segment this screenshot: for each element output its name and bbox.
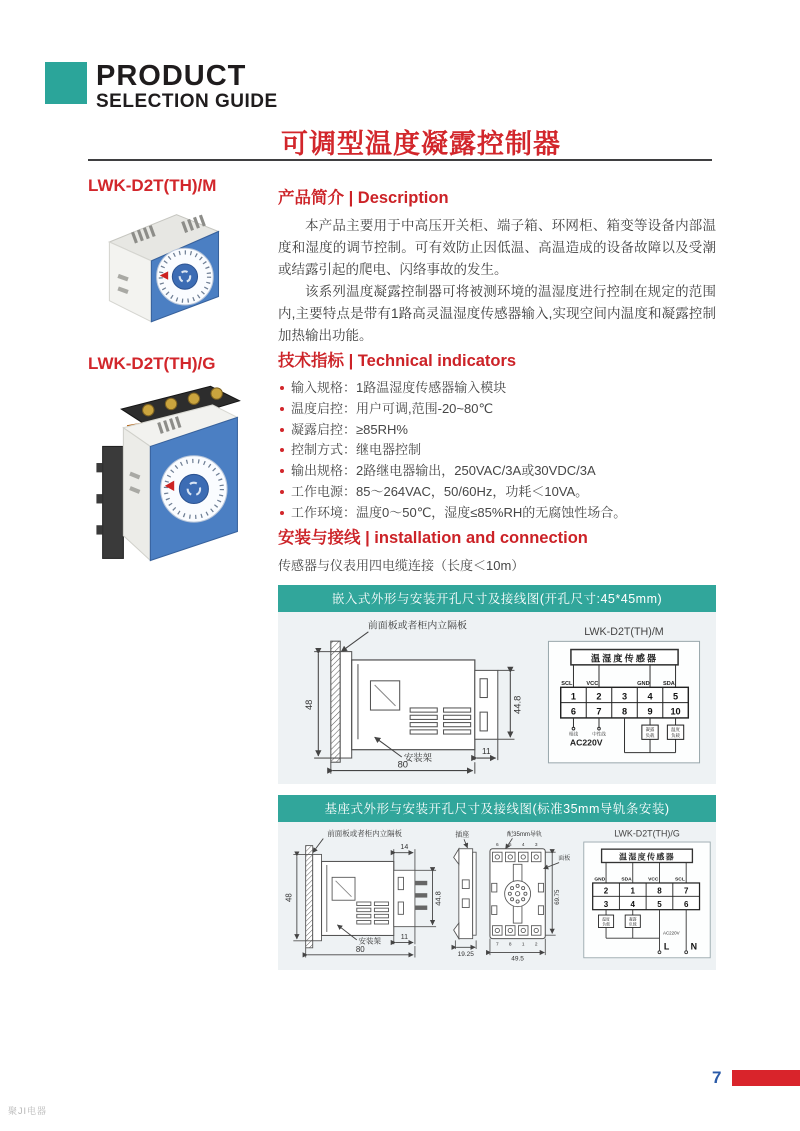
- panel-banner: 嵌入式外形与安装开孔尺寸及接线图(开孔尺寸:45*45mm): [278, 585, 716, 612]
- list-item-text: 工作电源：85～264VAC，50/60Hz，功耗＜10VA。: [291, 483, 589, 499]
- wiring-diagram-g: [580, 826, 714, 964]
- list-item: [278, 482, 716, 503]
- list-item: [278, 440, 716, 461]
- watermark: 聚JI电器: [8, 1106, 48, 1116]
- wiring-diagram-m: [540, 623, 708, 771]
- power-label: AC220V: [662, 930, 680, 936]
- footer-red-bar: [732, 1070, 800, 1086]
- wiring-title: LWK-D2T(TH)/G: [613, 828, 680, 839]
- section-heading-description: 产品简介 | Description: [278, 189, 449, 207]
- list-item-text: 温度启控：用户可调,范围-20~80℃: [291, 400, 494, 416]
- drawing-label-bracket: 安装架: [403, 751, 432, 763]
- section-heading-technical: 技术指标 | Technical indicators: [278, 352, 517, 370]
- socket-label: 插座: [454, 831, 469, 839]
- terminal-number: 3: [603, 899, 608, 909]
- socket-pin-number: 4: [521, 842, 525, 848]
- product-column: [86, 176, 270, 575]
- technical-list: [278, 378, 716, 524]
- terminal-number: 1: [630, 886, 635, 896]
- pin-label: VCC: [585, 680, 598, 687]
- neutral-label: N: [690, 941, 697, 952]
- description-paragraph-2: 该系列温度凝露控制器可将被测环境的温湿度进行控制在规定的范围内,主要特点是带有1路高灵温湿度传感器输入,实现空间内温度和凝露控制加热输出功能。: [278, 284, 716, 343]
- bullet-icon: [280, 428, 284, 432]
- socket-pin-number: 8: [508, 942, 512, 948]
- load-box-label: 温度: [601, 916, 610, 921]
- terminal-number: 2: [595, 690, 602, 701]
- terminal-number: 7: [595, 706, 602, 717]
- terminal-number: 4: [646, 690, 653, 701]
- socket-pin-number: 7: [495, 942, 499, 948]
- terminal-number: 2: [603, 886, 608, 896]
- list-item-text: 凝露启控：≥85RH%: [291, 421, 408, 437]
- list-item-text: 控制方式：继电器控制: [291, 442, 422, 458]
- list-item: [278, 399, 716, 420]
- terminal-number: 9: [646, 706, 653, 717]
- product-photo-g: [86, 378, 252, 575]
- product-photo-m: [86, 200, 244, 328]
- bullet-icon: [280, 407, 284, 411]
- list-item-text: 输入规格：1路温湿度传感器输入模块: [291, 380, 507, 395]
- socket-drawing: [445, 828, 579, 962]
- sensor-box-label: 温湿度传感器: [590, 652, 658, 663]
- load-box-label: 温度: [670, 726, 680, 732]
- header-text: [96, 62, 278, 113]
- terminal-number: 8: [621, 706, 627, 717]
- model-label-g: LWK-D2T(TH)/G: [88, 354, 216, 373]
- header-line1: PRODUCT: [96, 60, 247, 92]
- description-paragraph-1: 本产品主要用于中高压开关柜、端子箱、环网柜、箱变等设备内部温度和湿度的调节控制。可有效防止因低温、高温造成的设备故障以及受潮或结露引起的爬电、闪络事故的发生。: [278, 218, 716, 277]
- dial-knob: [172, 264, 197, 289]
- terminal-number: 6: [570, 706, 576, 717]
- terminal-number: 1: [570, 690, 576, 701]
- diagram-panel-base: [278, 795, 716, 970]
- terminal-number: 7: [683, 886, 688, 896]
- dim-44-8: 44.8: [511, 695, 523, 714]
- panel-banner: 基座式外形与安装开孔尺寸及接线图(标准35mm导轨条安装): [278, 795, 716, 822]
- list-item-text: 工作环境：温度0～50℃，湿度≤85%RH的无腐蚀性场合。: [291, 504, 627, 520]
- dim-19-25: 19.25: [457, 950, 474, 958]
- list-item: [278, 378, 716, 399]
- list-item: [278, 503, 716, 524]
- pin-label: SCL: [560, 680, 572, 687]
- dim-69-75: 69.75: [554, 889, 561, 905]
- neutral-label: 中性线: [591, 730, 606, 736]
- power-label: AC220V: [569, 737, 603, 748]
- drawing-label-panel: 前面板或者柜内立隔板: [367, 620, 467, 632]
- dim-14: 14: [399, 844, 408, 852]
- load-box-label: 负载: [628, 921, 637, 926]
- load-box-label: 负载: [645, 732, 654, 738]
- dim-48: 48: [302, 699, 314, 710]
- terminal-number: 3: [621, 690, 627, 701]
- page-number: 7: [712, 1068, 722, 1087]
- pin-label: GND: [636, 680, 650, 687]
- pin-label: VCC: [647, 876, 658, 882]
- panel-face-label: 面板: [557, 855, 570, 862]
- rail-label: 配35mm导轨: [506, 831, 542, 838]
- section-heading-installation: 安装与接线 | installation and connection: [278, 528, 588, 547]
- sensor-box-label: 温湿度传感器: [618, 851, 675, 861]
- header-line2: SELECTION GUIDE: [96, 91, 278, 112]
- brand-square-icon: [45, 62, 87, 104]
- dim-44-8: 44.8: [432, 891, 442, 906]
- pin-label: SDA: [620, 876, 632, 882]
- dim-48: 48: [284, 893, 294, 903]
- header: [45, 62, 278, 113]
- load-box-label: 负载: [601, 921, 610, 926]
- content-column: [278, 184, 716, 970]
- load-box-label: 负载: [670, 732, 680, 738]
- terminal-number: 4: [630, 899, 635, 909]
- bullet-icon: [280, 386, 284, 390]
- drawing-label-bracket: 安装架: [358, 936, 381, 946]
- model-label-m: LWK-D2T(TH)/M: [88, 176, 217, 195]
- socket-pin-number: 6: [495, 842, 499, 848]
- pin-label: SCL: [674, 876, 685, 882]
- socket-pin-number: 1: [521, 942, 525, 948]
- dimension-drawing-m: [287, 616, 527, 778]
- diagram-panel-embedded: [278, 585, 716, 784]
- terminal-number: 8: [656, 886, 662, 896]
- list-item: [278, 461, 716, 482]
- dimension-drawing-g: [281, 826, 444, 963]
- pin-label: SDA: [662, 680, 675, 687]
- terminal-number: 5: [656, 899, 662, 909]
- list-item-text: 输出规格：2路继电器输出，250VAC/3A或30VDC/3A: [291, 463, 596, 479]
- title-divider: [88, 159, 712, 161]
- terminal-number: 5: [672, 690, 678, 701]
- list-item: [278, 420, 716, 441]
- dim-11: 11: [400, 934, 408, 942]
- bullet-icon: [280, 448, 284, 452]
- dim-80: 80: [355, 945, 365, 955]
- dim-49-5: 49.5: [510, 954, 524, 962]
- bullet-icon: [280, 469, 284, 473]
- terminal-number: 6: [683, 899, 688, 909]
- page-title: 可调型温度凝露控制器: [281, 129, 561, 159]
- socket-pin-number: 5: [508, 842, 512, 848]
- dim-80: 80: [397, 758, 408, 770]
- drawing-label-panel: 前面板或者柜内立隔板: [326, 828, 402, 838]
- terminal-number: 10: [669, 706, 681, 717]
- dial-knob: [179, 474, 208, 503]
- phase-label: 相线: [568, 730, 578, 736]
- bullet-icon: [280, 511, 284, 515]
- bullet-icon: [280, 490, 284, 494]
- installation-note: 传感器与仪表用四电缆连接（长度＜10m）: [278, 557, 525, 573]
- pin-label: GND: [593, 876, 605, 882]
- line-label: L: [663, 941, 669, 952]
- load-box-label: 凝露: [628, 916, 637, 921]
- wiring-title: LWK-D2T(TH)/M: [583, 625, 664, 638]
- dim-11: 11: [481, 745, 491, 756]
- socket-pin-number: 3: [534, 842, 538, 848]
- socket-pin-number: 2: [534, 942, 538, 948]
- load-box-label: 凝露: [645, 726, 654, 732]
